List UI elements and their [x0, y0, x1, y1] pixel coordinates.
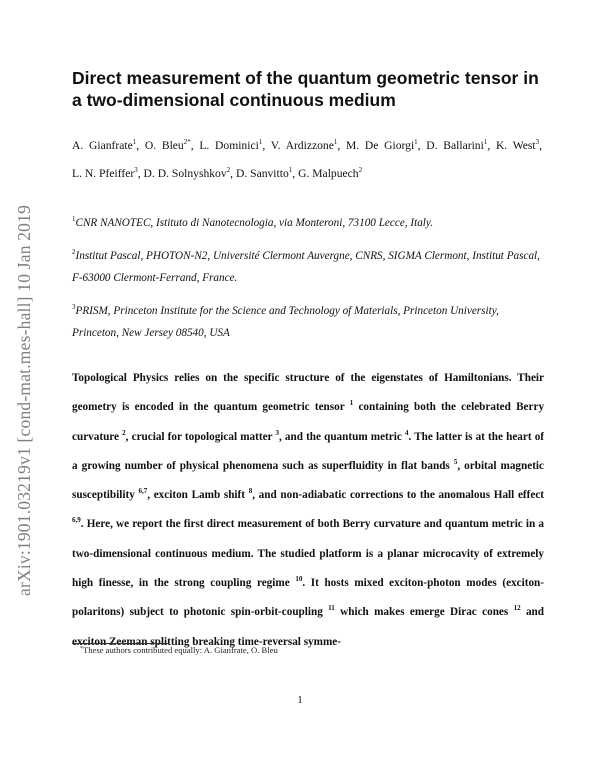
citation: 8: [248, 487, 253, 496]
citation: 6,9: [72, 516, 81, 525]
affiliation: $^1$CNR NANOTEC, Istituto di Nanotecnologia, via Monteroni, 73100 Lecce, Italy.: [72, 215, 434, 229]
author: K. West$^3$: [495, 138, 540, 152]
author: A. Gianfrate$^1$: [72, 138, 137, 152]
affiliation: $^3$PRISM, Princeton Institute for the Science and Technology of Materials, Princeton University, Princeton, New Jersey 08540, USA: [72, 302, 499, 339]
author: V. Ardizzone$^1$: [270, 138, 338, 152]
author: D. Sanvitto$^1$: [235, 166, 293, 180]
arxiv-identifier: arXiv:1901.03219v1 [cond-mat.mes-hall] 10 Jan 2019: [14, 204, 34, 596]
citation: 3: [275, 428, 279, 437]
author-list: A. Gianfrate$^1$, O. Bleu$^{2*}$, L. Dominici$^1$, V. Ardizzone$^1$, M. De Giorgi$^1$, D. Ballarini$^1$, K. West$^3$, L. N. Pfeiffer$^3$, D. D. Solnyshkov$^2$, D. Sanvitto$^1$, G. Malpuech$^2$: [72, 138, 543, 180]
citation: 11: [328, 604, 335, 613]
affiliation: $^2$Institut Pascal, PHOTON-N2, Université Clermont Auvergne, CNRS, SIGMA Clermont, Institut Pascal, F-63000 Clermont-Ferrand, France.: [72, 247, 540, 284]
citation: 1: [349, 399, 354, 408]
author: G. Malpuech$^2$: [298, 166, 363, 180]
citation: 5: [453, 457, 458, 466]
author: D. Ballarini$^1$: [426, 138, 488, 152]
abstract: Topological Physics relies on the specific structure of the eigenstates of Hamiltonians. Their geometry is encoded in the quantum geometric tensor $^1$ containing both the celebrated Berry curvature $^2$, crucial for topological matter $^3$, and the quantum metric $^4$. The latter is at the heart of a growing number of physical phenomena such as superfluidity in flat bands $^5$, orbital magnetic susceptibility $^{6,7}$, exciton Lamb shift $^8$, and non-adiabatic corrections to the anomalous Hall effect $^{6,9}$. Here, we report the first direct measurement of both Berry curvature and quantum metric in a two-dimensional continuous medium. The studied platform is a planar microcavity of extremely high finesse, in the strong coupling regime $^{10}$. It hosts mixed exciton-photon modes (exciton-polaritons) subject to photonic spin-orbit-coupling $^{11}$ which makes emerge Dirac cones $^{12}$ and exciton Zeeman splitting breaking time-reversal symme-: [72, 372, 545, 648]
author: L. Dominici$^1$: [199, 138, 263, 152]
author: M. De Giorgi$^1$: [345, 138, 418, 152]
footnote: *These authors contributed equally: A. Gianfrate, O. Bleu: [80, 645, 278, 655]
citation: 2: [122, 428, 126, 437]
author: D. D. Solnyshkov$^2$: [143, 166, 231, 180]
paper-title: Direct measurement of the quantum geometric tensor in a two-dimensional continuous medium: [72, 68, 539, 110]
citation: 6,7: [138, 487, 148, 496]
author: O. Bleu$^{2*}$: [144, 138, 191, 152]
author: L. N. Pfeiffer$^3$: [72, 166, 138, 180]
citation: 4: [404, 428, 409, 437]
affiliations: [72, 208, 542, 351]
citation: 10: [295, 575, 303, 584]
footnote-divider: [72, 643, 168, 644]
page-number: 1: [297, 694, 303, 706]
citation: 12: [513, 604, 521, 613]
